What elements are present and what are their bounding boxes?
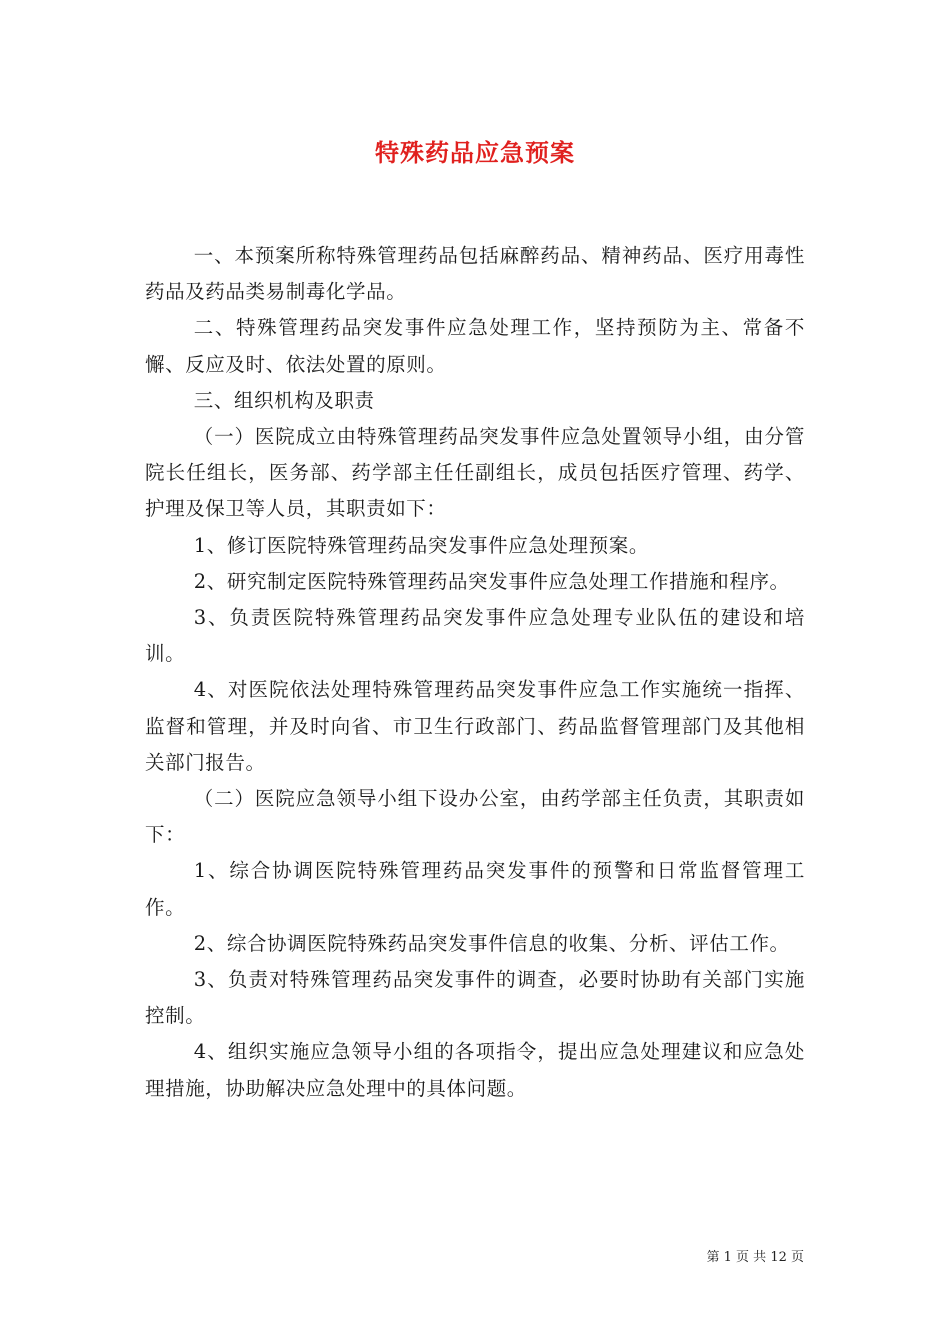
paragraph: 一、本预案所称特殊管理药品包括麻醉药品、精神药品、医疗用毒性药品及药品类易制毒化学品。 xyxy=(145,244,805,304)
paragraph: 3、负责对特殊管理药品突发事件的调查，必要时协助有关部门实施控制。 xyxy=(145,968,805,1028)
paragraph: 二、特殊管理药品突发事件应急处理工作，坚持预防为主、常备不懈、反应及时、依法处置的原则。 xyxy=(145,316,805,376)
document-title: 特殊药品应急预案 xyxy=(375,138,575,167)
paragraph: 3、负责医院特殊管理药品突发事件应急处理专业队伍的建设和培训。 xyxy=(145,606,805,666)
paragraph: 4、组织实施应急领导小组的各项指令，提出应急处理建议和应急处理措施，协助解决应急处理中的具体问题。 xyxy=(145,1040,805,1100)
document-body xyxy=(145,238,805,1107)
paragraph: （一）医院成立由特殊管理药品突发事件应急处置领导小组，由分管院长任组长，医务部、药学部主任任副组长，成员包括医疗管理、药学、护理及保卫等人员，其职责如下： xyxy=(145,425,805,521)
paragraph: （二）医院应急领导小组下设办公室，由药学部主任负责，其职责如下： xyxy=(145,787,805,847)
paragraph: 三、组织机构及职责 xyxy=(193,388,375,412)
paragraph: 1、综合协调医院特殊管理药品突发事件的预警和日常监督管理工作。 xyxy=(145,859,805,919)
paragraph: 4、对医院依法处理特殊管理药品突发事件应急工作实施统一指挥、监督和管理，并及时向省、市卫生行政部门、药品监督管理部门及其他相关部门报告。 xyxy=(145,678,805,774)
paragraph: 1、修订医院特殊管理药品突发事件应急处理预案。 xyxy=(193,533,649,557)
paragraph: 2、研究制定医院特殊管理药品突发事件应急处理工作措施和程序。 xyxy=(193,569,790,593)
page-number-footer: 第 1 页 共 12 页 xyxy=(706,1250,804,1265)
paragraph: 2、综合协调医院特殊药品突发事件信息的收集、分析、评估工作。 xyxy=(193,931,790,955)
